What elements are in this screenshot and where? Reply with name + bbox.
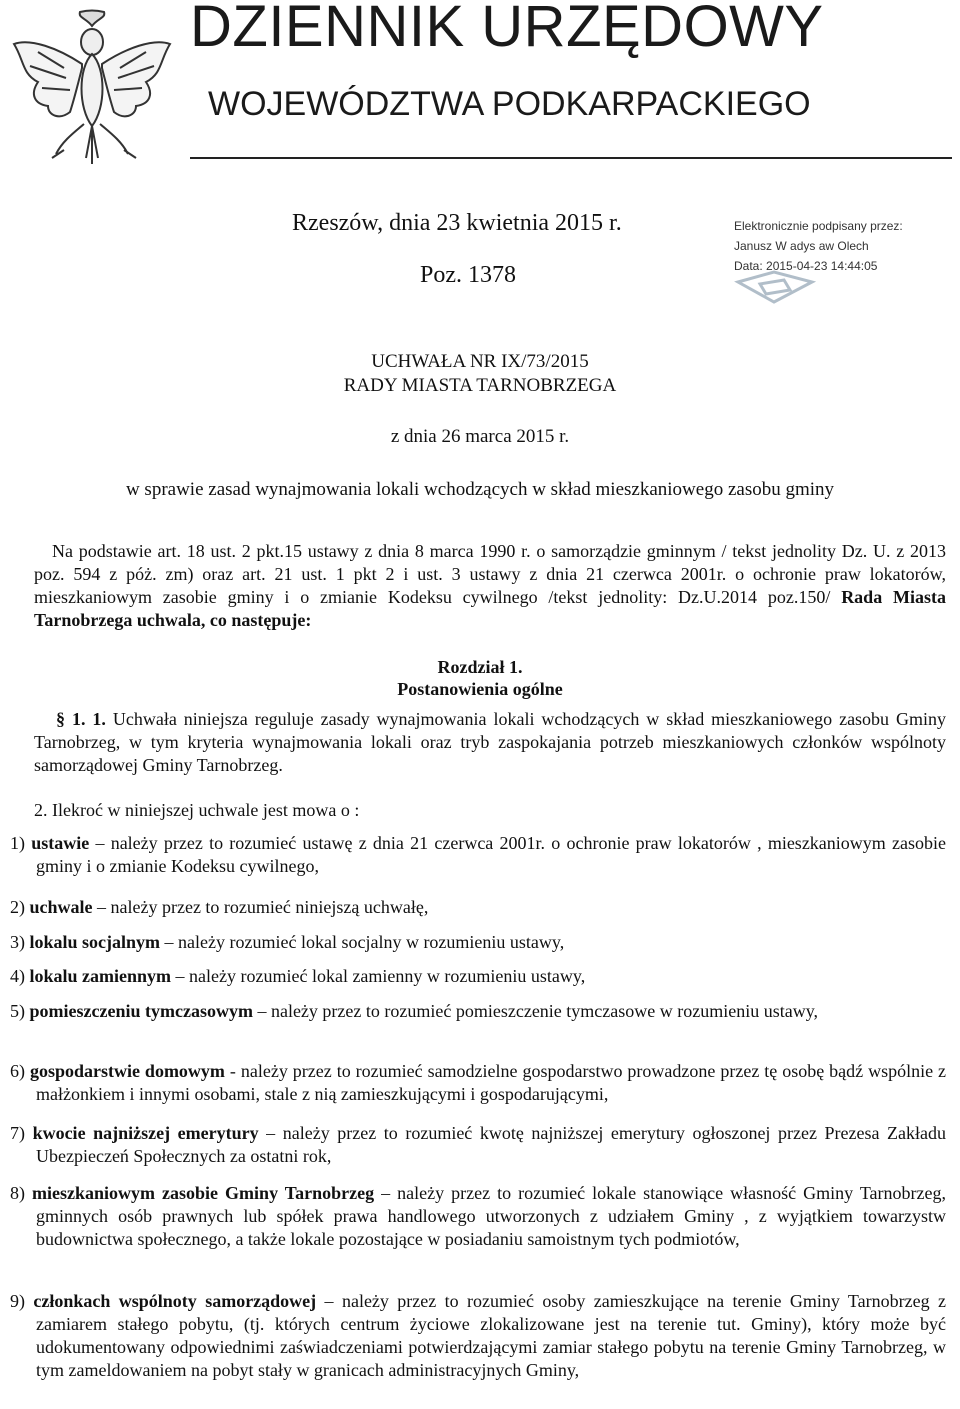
chapter-number: Rozdział 1.	[437, 657, 523, 677]
preamble-enacting-clause: Rada Miasta Tarnobrzega uchwala, co następuje:	[34, 587, 947, 630]
definition-number: 3)	[10, 932, 25, 952]
definition-text: należy przez to rozumieć kwotę najniższej emerytury ogłoszonej przez Prezesa Zakładu Ubezpieczeń Społecznych za ostatni rok,	[36, 1123, 947, 1166]
definition-term: lokalu socjalnym	[29, 932, 161, 952]
definition-number: 1)	[10, 833, 25, 853]
definition-text: należy przez to rozumieć lokale stanowiące własność Gminy Tarnobrzeg, gminnych osób prawnych lub spółek prawa handlowego utworzonych z udziałem Gminy , z wyjątkiem towarzystw budownictwa społecznego, a także lokale pozostające w posiadaniu samoistnym tych podmiotów,	[36, 1183, 947, 1249]
definition-number: 7)	[10, 1123, 25, 1143]
definition-text: należy przez to rozumieć pomieszczenie tymczasowe w rozumieniu ustawy,	[270, 1001, 819, 1021]
definition-text: - należy przez to rozumieć samodzielne gospodarstwo prowadzone przez tę osobę bądź wspólnie z małżonkiem i innymi osobami, stale z nią zamieszkującymi i gospodarującymi,	[36, 1061, 947, 1104]
definition-item: 9) członkach wspólnoty samorządowej – należy przez to rozumieć osoby zamieszkujące na terenie Gminy Tarnobrzeg z zamiarem stałego pobytu, (tj. których centrum życiowe zlokalizowane jest na terenie tut. Gminy), który może być udokumentowany odpowiednimi zaświadczeniami potwierdzającymi zamiar stałego pobytu na terenie Gminy Tarnobrzeg, w tym zameldowaniem na pobyt stały w granicach administracyjnych Gminy,	[10, 1291, 946, 1380]
definition-term: członkach wspólnoty samorządowej	[33, 1291, 317, 1311]
definition-item: 7) kwocie najniższej emerytury – należy przez to rozumieć kwotę najniższej emerytury ogłoszonej przez Prezesa Zakładu Ubezpieczeń Społecznych za ostatni rok,	[10, 1123, 947, 1166]
definition-number: 9)	[10, 1291, 25, 1311]
definition-item: 8) mieszkaniowym zasobie Gminy Tarnobrzeg – należy przez to rozumieć lokale stanowiące własność Gminy Tarnobrzeg, gminnych osób prawnych lub spółek prawa handlowego utworzonych z udziałem Gminy , z wyjątkiem towarzystw budownictwa społecznego, a także lokale pozostające w posiadaniu samoistnym tych podmiotów,	[10, 1183, 947, 1249]
paragraph-1-text: Uchwała niniejsza reguluje zasady wynajmowania lokali wchodzących w skład mieszkaniowego zasobu Gminy Tarnobrzeg, w tym kryteria wynajmowania lokali oraz tryb zaspokajania potrzeb mieszkaniowych członków wspólnoty samorządowej Gminy Tarnobrzeg.	[34, 709, 947, 775]
definition-term: pomieszczeniu tymczasowym	[29, 1001, 253, 1021]
definition-number: 4)	[10, 966, 25, 986]
definition-text: należy rozumieć lokal zamienny w rozumieniu ustawy,	[189, 966, 586, 986]
definition-term: lokalu zamiennym	[29, 966, 172, 986]
paragraph-1-label: § 1. 1.	[56, 709, 106, 729]
publication-position: Poz. 1378	[420, 262, 516, 288]
definition-term: mieszkaniowym zasobie Gminy Tarnobrzeg	[32, 1183, 375, 1203]
preamble	[34, 540, 946, 632]
paragraph-1-point-2: 2. Ilekroć w niniejszej uchwale jest mowa o :	[34, 800, 360, 820]
definition-text: należy rozumieć lokal socjalny w rozumieniu ustawy,	[178, 932, 565, 952]
definition-term: uchwale	[29, 897, 93, 917]
signature-logo-icon	[734, 270, 816, 304]
definition-text: należy przez to rozumieć ustawę z dnia 21 czerwca 2001r. o ochronie praw lokatorów , mieszkaniowym zasobie gminy i o zmianie Kodeksu cywilnego,	[36, 833, 946, 876]
paragraph-1	[34, 708, 946, 777]
preamble-text: Na podstawie art. 18 ust. 2 pkt.15 ustawy z dnia 8 marca 1990 r. o samorządzie gminnym / tekst jednolity Dz. U. z 2013 poz. 594 z póż. zm) oraz art. 21 ust. 1 pkt 2 i ust. 3 ustawy z dnia 21 czerwca 2001r. o ochronie praw lokatorów, mieszkaniowym zasobie gminy i o zmianie Kodeksu cywilnego /tekst jednolity: Dz.U.2014 poz.150/	[34, 541, 946, 607]
definition-item: 5) pomieszczeniu tymczasowym – należy przez to rozumieć pomieszczenie tymczasowe w rozumieniu ustawy,	[10, 1001, 819, 1021]
resolution-date: z dnia 26 marca 2015 r.	[390, 426, 570, 447]
definition-item: 2) uchwale – należy przez to rozumieć niniejszą uchwałę,	[10, 897, 429, 917]
definition-number: 8)	[10, 1183, 25, 1203]
definition-item: 3) lokalu socjalnym – należy rozumieć lokal socjalny w rozumieniu ustawy,	[10, 932, 565, 952]
publication-place-date: Rzeszów, dnia 23 kwietnia 2015 r.	[292, 210, 622, 236]
chapter-title: Postanowienia ogólne	[397, 679, 563, 699]
resolution-number: UCHWAŁA NR IX/73/2015	[371, 351, 589, 372]
definition-text: należy przez to rozumieć niniejszą uchwałę,	[110, 897, 429, 917]
signature-line-3: Data: 2015-04-23 14:44:05	[734, 259, 878, 273]
definition-number: 5)	[10, 1001, 25, 1021]
definition-term: gospodarstwie domowym	[29, 1061, 225, 1081]
signature-line-2: Janusz W adys aw Olech	[734, 239, 869, 253]
definition-term: ustawie	[31, 833, 90, 853]
definition-number: 6)	[10, 1061, 25, 1081]
resolution-authority: RADY MIASTA TARNOBRZEGA	[343, 375, 617, 396]
header-divider	[190, 157, 952, 159]
electronic-signature-block	[734, 216, 944, 276]
definition-text: należy przez to rozumieć osoby zamieszkujące na terenie Gminy Tarnobrzeg z zamiarem stałego pobytu, (tj. których centrum życiowe zlokalizowane jest na terenie tut. Gminy), który może być udokumentowany odpowiednimi zaświadczeniami potwierdzającymi zamiar stałego pobytu na terenie Gminy Tarnobrzeg, w tym zameldowaniem na pobyt stały w granicach administracyjnych Gminy,	[36, 1291, 946, 1380]
polish-eagle-emblem-icon	[8, 8, 176, 168]
definition-term: kwocie najniższej emerytury	[32, 1123, 259, 1143]
journal-subtitle: WOJEWÓDZTWA PODKARPACKIEGO	[208, 85, 811, 123]
journal-title: DZIENNIK URZĘDOWY	[190, 0, 824, 59]
definition-item	[10, 1060, 946, 1106]
signature-line-1: Elektronicznie podpisany przez:	[734, 219, 903, 233]
definition-item: 4) lokalu zamiennym – należy rozumieć lokal zamienny w rozumieniu ustawy,	[10, 966, 586, 986]
definition-number: 2)	[10, 897, 25, 917]
definition-item: 1) ustawie – należy przez to rozumieć ustawę z dnia 21 czerwca 2001r. o ochronie praw lokatorów , mieszkaniowym zasobie gminy i o zmianie Kodeksu cywilnego,	[10, 833, 946, 876]
resolution-subject: w sprawie zasad wynajmowania lokali wchodzących w skład mieszkaniowego zasobu gminy	[125, 479, 835, 500]
